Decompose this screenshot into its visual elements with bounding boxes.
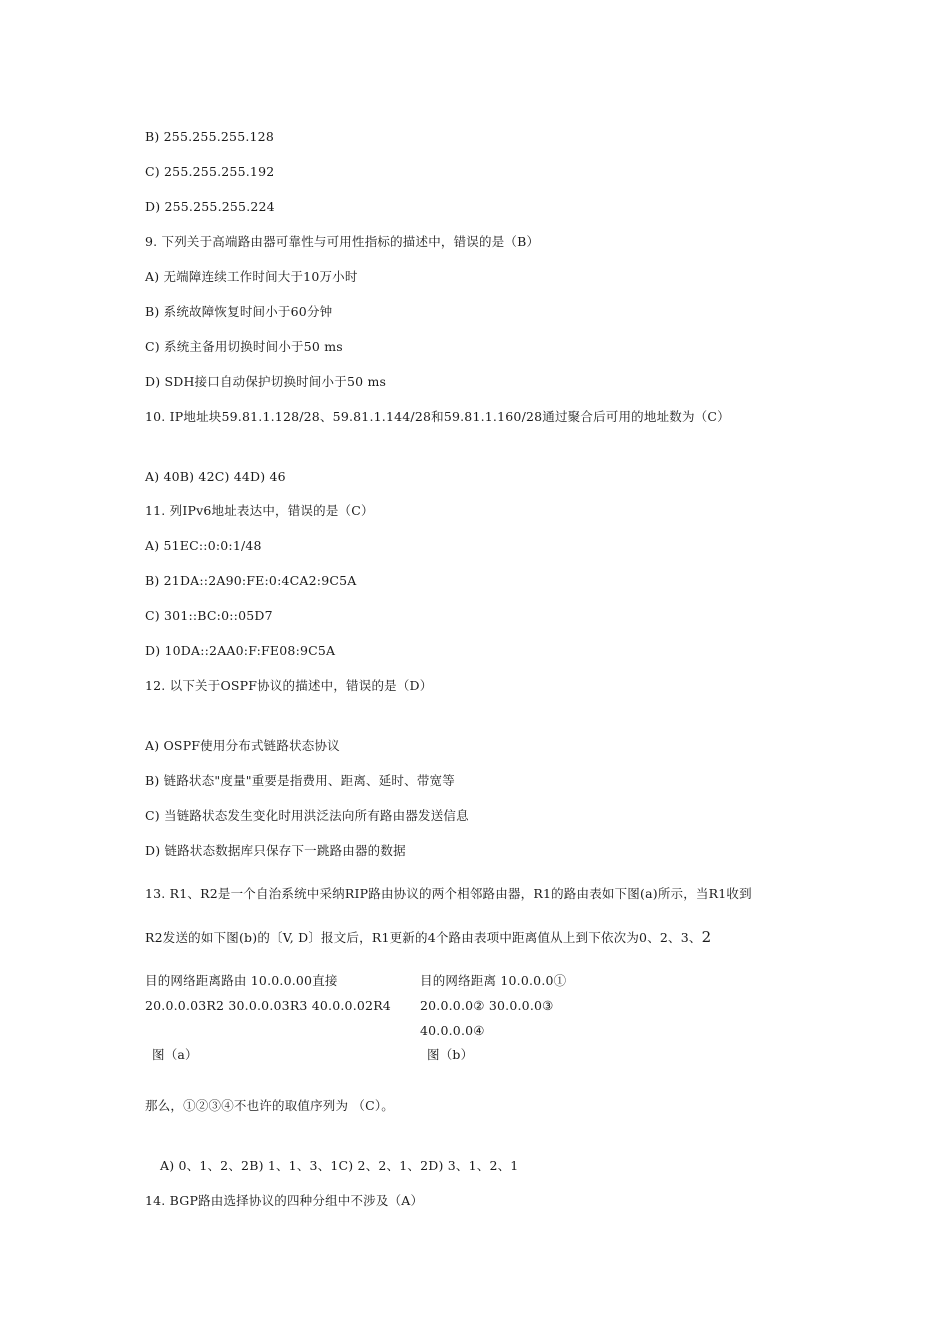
q9-stem: 9. 下列关于高端路由器可靠性与可用性指标的描述中，错误的是（B） [145,234,540,249]
q13-stem-line2-text: R2发送的如下图(b)的〔V, D〕报文后，R1更新的4个路由表项中距离值从上到下依次为0、2、3、 [145,930,702,945]
q11-option-c: C) 301::BC:0::05D7 [145,608,273,623]
q12-option-d: D) 链路状态数据库只保存下一跳路由器的数据 [145,843,406,858]
q12-option-a: A) OSPF使用分布式链路状态协议 [145,738,340,753]
q12-stem: 12. 以下关于OSPF协议的描述中，错误的是（D） [145,678,433,693]
q8-option-b: B) 255.255.255.128 [145,129,274,144]
q12-option-b: B) 链路状态"度量"重要是指费用、距离、延时、带宽等 [145,773,455,788]
q13-fig-a-caption: 图（a） [152,1047,198,1062]
q11-option-a: A) 51EC::0:0:1/48 [145,538,262,553]
q9-option-a: A) 无端障连续工作时间大于10万小时 [145,269,358,284]
q10-options: A) 40B) 42C) 44D) 46 [145,469,286,484]
q14-stem: 14. BGP路由选择协议的四种分组中不涉及（A） [145,1193,424,1208]
q13-fig-a-line1: 目的网络距离路由 10.0.0.00直接 [145,973,338,988]
q13-stem-line2 [145,929,711,946]
q12-option-c: C) 当链路状态发生变化时用洪泛法向所有路由器发送信息 [145,808,469,823]
q8-option-d: D) 255.255.255.224 [145,199,275,214]
q13-options: A) 0、1、2、2B) 1、1、3、1C) 2、2、1、2D) 3、1、2、1 [160,1158,519,1173]
q11-stem: 11. 列IPv6地址表达中，错误的是（C） [145,503,374,518]
q13-question: 那么，①②③④不也许的取值序列为 （C）。 [145,1098,394,1113]
q11-option-d: D) 10DA::2AA0:F:FE08:9C5A [145,643,336,658]
q13-fig-b-line1: 目的网络距离 10.0.0.0① [420,973,567,988]
q10-stem: 10. IP地址块59.81.1.128/28、59.81.1.144/28和59.81.1.160/28通过聚合后可用的地址数为（C） [145,409,730,424]
q9-option-c: C) 系统主备用切换时间小于50 ms [145,339,343,354]
q13-fig-a-line2: 20.0.0.03R2 30.0.0.03R3 40.0.0.02R4 [145,998,391,1013]
q13-stem-line2-tail: 2 [701,928,712,946]
q13-fig-b-line3: 40.0.0.0④ [420,1023,485,1038]
q13-fig-b-caption: 图（b） [427,1047,474,1062]
q13-stem-line1: 13. R1、R2是一个自治系统中采纳RIP路由协议的两个相邻路由器，R1的路由表如下图(a)所示，当R1收到 [145,886,752,901]
q8-option-c: C) 255.255.255.192 [145,164,275,179]
q13-fig-b-line2: 20.0.0.0② 30.0.0.0③ [420,998,554,1013]
q11-option-b: B) 21DA::2A90:FE:0:4CA2:9C5A [145,573,357,588]
q9-option-d: D) SDH接口自动保护切换时间小于50 ms [145,374,387,389]
q9-option-b: B) 系统故障恢复时间小于60分钟 [145,304,333,319]
